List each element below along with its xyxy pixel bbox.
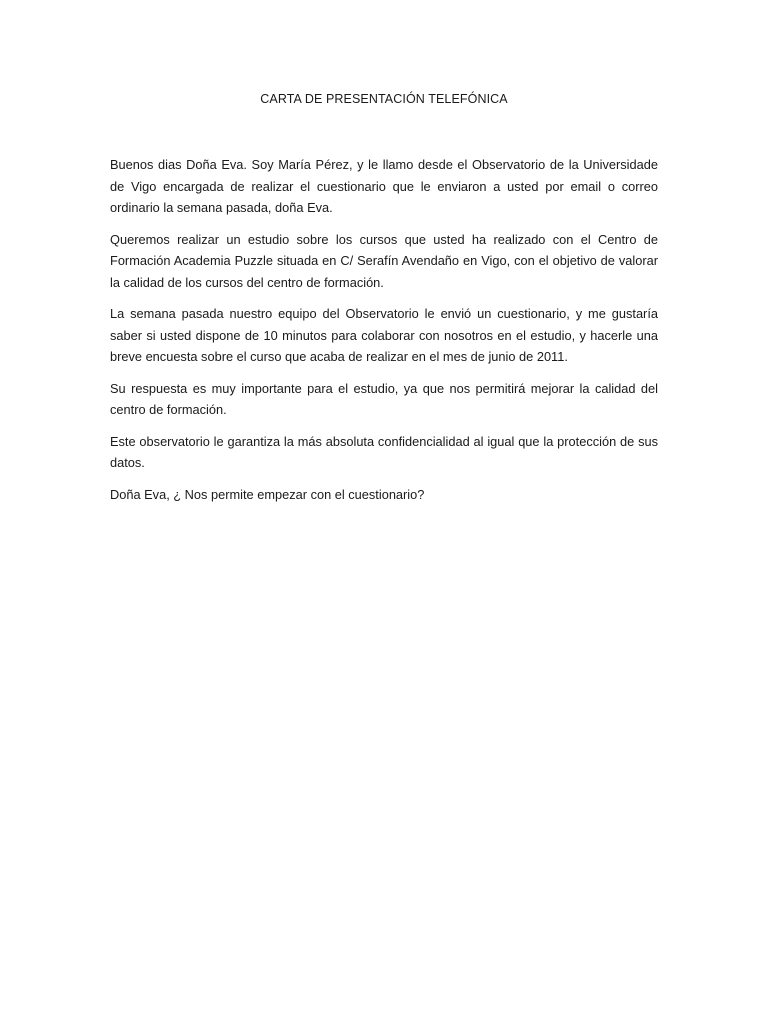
paragraph-request: La semana pasada nuestro equipo del Observatorio le envió un cuestionario, y me gustaría saber si usted dispone de 10 minutos para colaborar con nosotros en el estudio, y hacerle una breve encuesta sobre el curso que acaba de realizar en el mes de junio de 2011.: [110, 306, 658, 364]
paragraph-confidentiality: Este observatorio le garantiza la más absoluta confidencialidad al igual que la protección de sus datos.: [110, 433, 658, 470]
paragraph-greeting: Buenos dias Doña Eva. Soy María Pérez, y le llamo desde el Observatorio de la Universidade de Vigo encargada de realizar el cuestionario que le enviaron a usted por email o correo ordinario la semana pasada, doña Eva.: [110, 157, 658, 215]
document-title: CARTA DE PRESENTACIÓN TELEFÓNICA: [260, 92, 508, 106]
paragraph-importance: Su respuesta es muy importante para el estudio, ya que nos permitirá mejorar la calidad del centro de formación.: [110, 380, 658, 417]
paragraph-closing-question: Doña Eva, ¿ Nos permite empezar con el cuestionario?: [110, 486, 425, 502]
document-body: [110, 154, 658, 515]
paragraph-study: Queremos realizar un estudio sobre los cursos que usted ha realizado con el Centro de Formación Academia Puzzle situada en C/ Serafín Avendaño en Vigo, con el objetivo de valorar la calidad de los cursos del centro de formación.: [110, 231, 658, 290]
